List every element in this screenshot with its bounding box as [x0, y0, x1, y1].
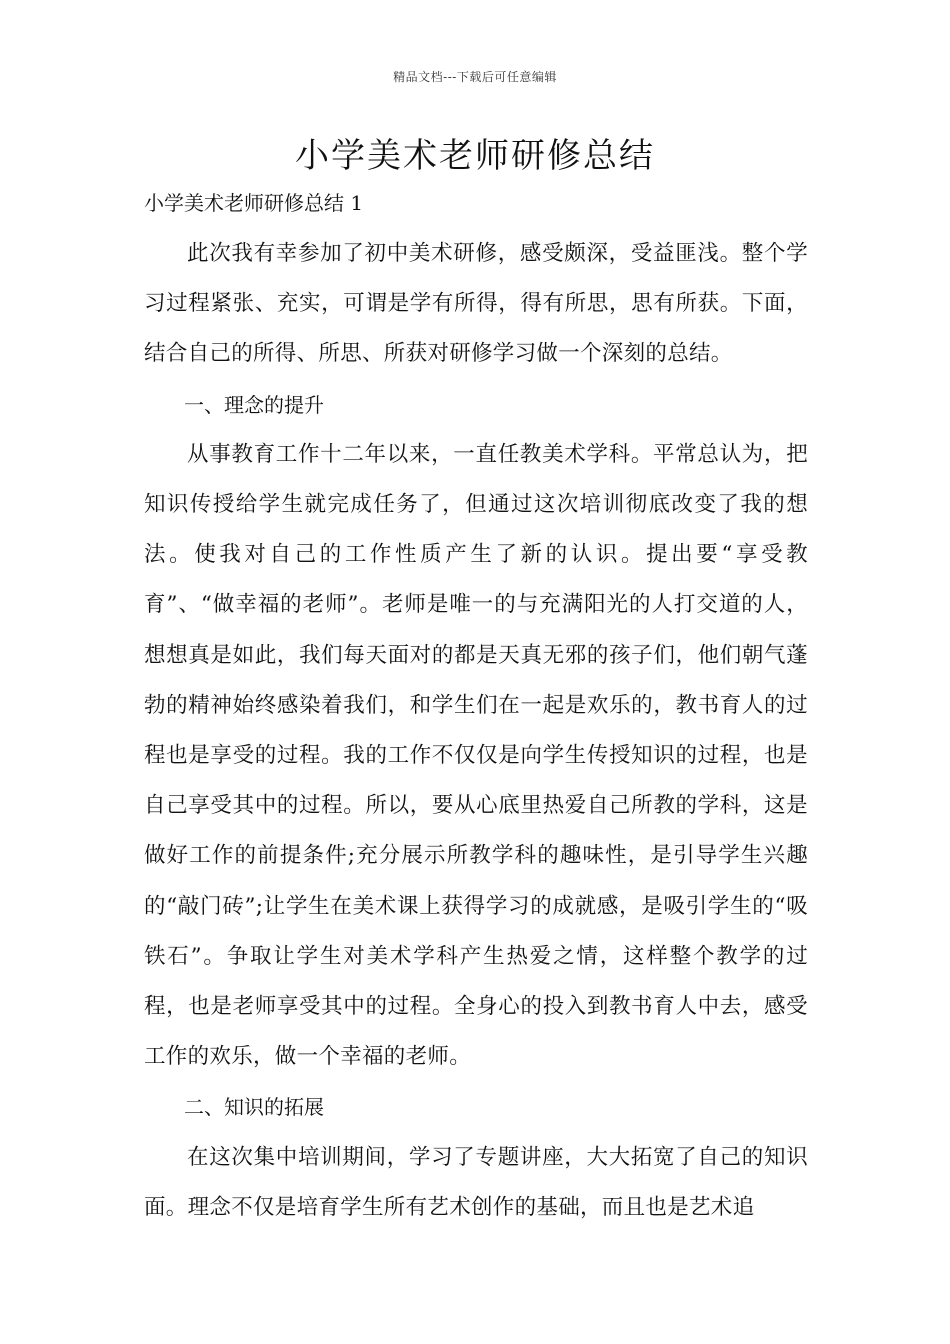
paragraph-section-1: 从事教育工作十二年以来，一直任教美术学科。平常总认为，把知识传授给学生就完成任务了，但通过这次培训彻底改变了我的想法。使我对自己的工作性质产生了新的认识。提出要“享受教育”、“做幸福的老师”。老师是唯一的与充满阳光的人打交道的人，想想真是如此，我们每天面对的都是天真无邪的孩子们，他们朝气蓬勃的精神始终感染着我们，和学生们在一起是欢乐的，教书育人的过程也是享受的过程。我的工作不仅仅是向学生传授知识的过程，也是自己享受其中的过程。所以，要从心底里热爱自己所教的学科，这是做好工作的前提条件;充分展示所教学科的趣味性，是引导学生兴趣的“敲门砖”;让学生在美术课上获得学习的成就感，是吸引学生的“吸铁石”。争取让学生对美术学科产生热爱之情，这样整个教学的过程，也是老师享受其中的过程。全身心的投入到教书育人中去，感受工作的欢乐，做一个幸福的老师。	[144, 441, 808, 1070]
section-heading-2: 二、知识的拓展	[184, 1095, 324, 1120]
section-heading-1: 一、理念的提升	[184, 392, 324, 417]
paragraph-section-2: 在这次集中培训期间，学习了专题讲座，大大拓宽了自己的知识面。理念不仅是培育学生所有艺术创作的基础，而且也是艺术追	[144, 1144, 808, 1220]
header-note: 精品文档---下载后可任意编辑	[393, 70, 557, 84]
document-body	[144, 229, 808, 1233]
document-title: 小学美术老师研修总结	[295, 136, 655, 176]
document-subtitle: 小学美术老师研修总结 1	[144, 191, 364, 215]
paragraph-intro: 此次我有幸参加了初中美术研修，感受颇深，受益匪浅。整个学习过程紧张、充实，可谓是学有所得，得有所思，思有所获。下面，结合自己的所得、所思、所获对研修学习做一个深刻的总结。	[144, 241, 808, 367]
